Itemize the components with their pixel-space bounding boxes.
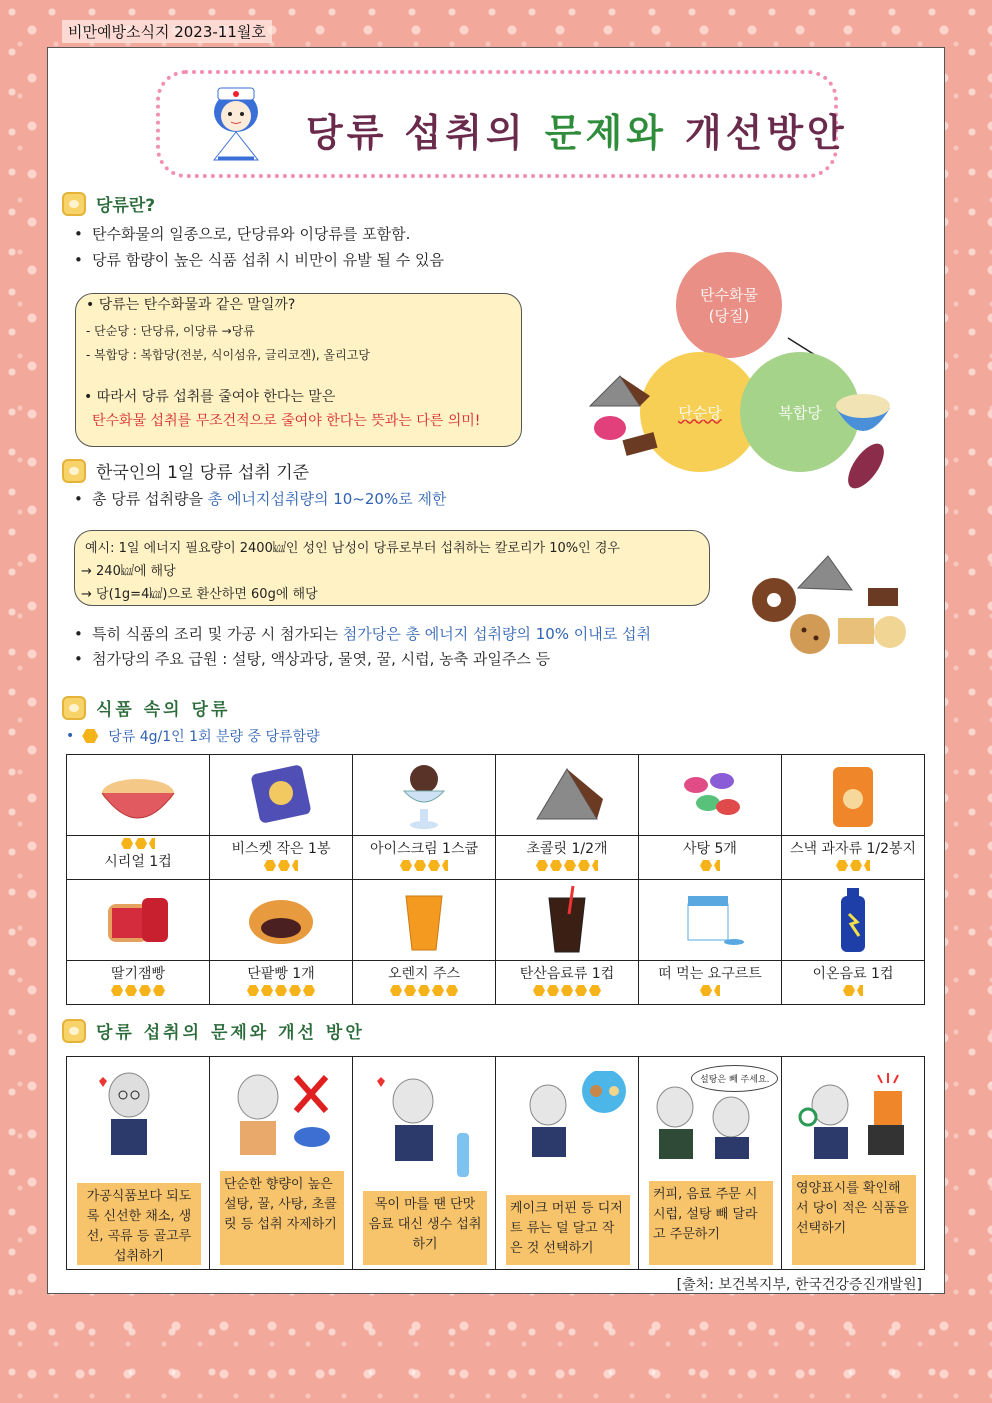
character-nutrition-label-icon bbox=[794, 1071, 914, 1161]
title-part1: 당류 섭취의 bbox=[306, 111, 527, 155]
sugar-cube-icon bbox=[121, 838, 133, 849]
half-sugar-cube-icon bbox=[442, 860, 448, 871]
biscuit-pack-icon bbox=[241, 759, 321, 831]
food-label: 이온음료 1컵 bbox=[812, 966, 894, 982]
tip-text: 커피, 음료 주문 시 시럽, 설탕 빼 달라고 주문하기 bbox=[649, 1181, 773, 1265]
sugar-cube-icon bbox=[139, 985, 151, 996]
sugar-cube-icon bbox=[275, 985, 287, 996]
food-image-cell bbox=[496, 755, 639, 836]
sugar-cube-icon bbox=[564, 860, 576, 871]
sugar-cube-icon bbox=[536, 860, 548, 871]
sugar-cube-rating bbox=[782, 860, 924, 871]
title-banner bbox=[156, 70, 848, 178]
sugar-cube-icon bbox=[111, 985, 123, 996]
sugar-cube-rating bbox=[353, 985, 495, 996]
title-part2: 문제와 bbox=[544, 111, 667, 155]
sugar-cube-icon bbox=[418, 985, 430, 996]
character-fresh-food-icon bbox=[97, 1071, 161, 1161]
half-sugar-cube-icon bbox=[714, 860, 720, 871]
sugar-cube-icon bbox=[836, 860, 848, 871]
smiley-icon bbox=[62, 1019, 86, 1043]
food-label: 떠 먹는 요구르트 bbox=[658, 966, 762, 982]
sugar-cube-icon bbox=[264, 860, 276, 871]
sugar-cube-icon bbox=[561, 985, 573, 996]
red-bean-bread-icon bbox=[241, 884, 321, 956]
tip-cell bbox=[496, 1057, 639, 1270]
sugar-cube-icon bbox=[247, 985, 259, 996]
speech-bubble: 설탕은 빼 주세요. bbox=[691, 1065, 778, 1092]
food-image-cell bbox=[67, 880, 210, 961]
example-line: → 당(1g=4㎉)으로 환산하면 60g에 해당 bbox=[81, 587, 318, 602]
diagram-simple-sugar: 단순당 bbox=[640, 352, 760, 472]
newsletter-sheet bbox=[47, 47, 945, 1294]
food-label-cell bbox=[353, 836, 496, 880]
sugar-cube-icon bbox=[390, 985, 402, 996]
sugar-cube-icon bbox=[432, 985, 444, 996]
sugar-cube-icon bbox=[843, 985, 855, 996]
sugar-cube-icon bbox=[547, 985, 559, 996]
ice-cream-icon bbox=[384, 759, 464, 831]
example-line: 예시: 1일 에너지 필요량이 2400㎉인 성인 남성이 당류로부터 섭취하는 칼로리가 10%인 경우 bbox=[85, 541, 620, 556]
food-image-cell bbox=[639, 755, 782, 836]
half-sugar-cube-icon bbox=[857, 985, 863, 996]
section-subheading: • 당류 4g/1인 1회 분량 중 당류함량 bbox=[66, 728, 320, 745]
food-image-cell bbox=[210, 880, 353, 961]
tip-cell bbox=[639, 1057, 782, 1270]
newsletter-label: 비만예방소식지 2023-11월호 bbox=[62, 20, 272, 43]
sugar-cube-icon bbox=[125, 985, 137, 996]
sugar-cube-rating bbox=[67, 838, 209, 849]
source-citation: [출처: 보건복지부, 한국건강증진개발원] bbox=[676, 1277, 922, 1293]
sugar-cube-icon bbox=[850, 860, 862, 871]
sugar-cube-rating bbox=[496, 860, 638, 871]
food-label-cell bbox=[210, 836, 353, 880]
note-line: • 따라서 당류 섭취를 줄여야 한다는 말은 bbox=[84, 389, 336, 405]
diagram-carbohydrate: 탄수화물 (당질) bbox=[676, 252, 782, 358]
tip-text: 가공식품보다 되도록 신선한 채소, 생선, 곡류 등 골고루 섭취하기 bbox=[77, 1183, 201, 1265]
chocolate-candy-icon bbox=[580, 366, 680, 466]
sugar-cube-icon bbox=[400, 860, 412, 871]
tip-text: 단순한 향량이 높은 설탕, 꿀, 사탕, 초콜릿 등 섭취 자제하기 bbox=[220, 1171, 344, 1265]
food-label: 딸기잼빵 bbox=[110, 966, 166, 982]
note-line: - 복합당 : 복합당(전분, 식이섬유, 글리코겐), 올리고당 bbox=[86, 348, 370, 362]
sugar-cube-icon bbox=[700, 985, 712, 996]
sugar-cube-icon bbox=[303, 985, 315, 996]
section-heading-intake-standard: 한국인의 1일 당류 섭취 기준 bbox=[62, 458, 309, 483]
snacks-illustration bbox=[748, 548, 918, 658]
sugar-cube-icon bbox=[261, 985, 273, 996]
character-water-icon bbox=[373, 1071, 473, 1191]
jam-bread-icon bbox=[98, 884, 178, 956]
info-note-box bbox=[75, 293, 522, 447]
food-image-cell bbox=[639, 880, 782, 961]
food-label-cell bbox=[496, 836, 639, 880]
snack-bag-icon bbox=[813, 759, 893, 831]
page-title bbox=[306, 102, 848, 157]
bullet-item: • 총 당류 섭취량을 총 에너지섭취량의 10~20%로 제한 bbox=[74, 490, 447, 508]
sugar-cube-rating bbox=[782, 985, 924, 996]
food-image-cell bbox=[353, 755, 496, 836]
bullet-item: • 첨가당의 주요 급원 : 설탕, 액상과당, 물엿, 꿀, 시럽, 농축 과일주스 등 bbox=[74, 650, 551, 668]
title-part3: 개선방안 bbox=[684, 111, 848, 155]
sugar-cube-icon bbox=[289, 985, 301, 996]
food-label-cell bbox=[353, 961, 496, 1005]
soda-icon bbox=[527, 884, 607, 956]
food-image-cell bbox=[67, 755, 210, 836]
sugar-cube-rating bbox=[639, 860, 781, 871]
sugar-cube-icon bbox=[578, 860, 590, 871]
sugar-cube-rating bbox=[353, 860, 495, 871]
sugar-cube-rating bbox=[496, 985, 638, 996]
sugar-cube-icon bbox=[700, 860, 712, 871]
bullet-item: • 특히 식품의 조리 및 가공 시 첨가되는 첨가당은 총 에너지 섭취량의 10% 이내로 섭취 bbox=[74, 625, 652, 643]
sugar-cube-icon bbox=[82, 729, 98, 743]
chocolate-bar-icon bbox=[527, 759, 607, 831]
food-label: 스낵 과자류 1/2봉지 bbox=[789, 841, 917, 857]
character-no-sugar-icon bbox=[226, 1071, 336, 1161]
tip-text: 목이 마를 땐 단맛 음료 대신 생수 섭취하기 bbox=[363, 1191, 487, 1265]
sugar-cube-icon bbox=[589, 985, 601, 996]
food-label: 사탕 5개 bbox=[683, 841, 737, 857]
example-box bbox=[74, 530, 710, 606]
sugar-cube-icon bbox=[153, 985, 165, 996]
bullet-item: • 탄수화물의 일종으로, 단당류와 이당류를 포함함. bbox=[74, 225, 411, 243]
section-heading-solutions: 당류 섭취의 문제와 개선 방안 bbox=[62, 1018, 365, 1043]
tip-cell bbox=[782, 1057, 925, 1270]
food-image-cell bbox=[210, 755, 353, 836]
food-image-cell bbox=[782, 880, 925, 961]
food-label: 탄산음료류 1컵 bbox=[519, 966, 615, 982]
food-image-cell bbox=[353, 880, 496, 961]
sugar-cube-icon bbox=[575, 985, 587, 996]
food-label-cell bbox=[210, 961, 353, 1005]
tip-text: 영양표시를 확인해서 당이 적은 식품을 선택하기 bbox=[792, 1175, 916, 1265]
smiley-icon bbox=[62, 192, 86, 216]
sugar-cube-icon bbox=[278, 860, 290, 871]
sugar-cube-icon bbox=[404, 985, 416, 996]
food-label: 시리얼 1컵 bbox=[104, 854, 172, 870]
sugar-cube-rating bbox=[639, 985, 781, 996]
sugar-cube-rating bbox=[210, 985, 352, 996]
sugar-cube-icon bbox=[428, 860, 440, 871]
section-heading-sugar: 당류란? bbox=[62, 191, 155, 216]
rice-sweetpotato-icon bbox=[828, 384, 898, 494]
tip-cell bbox=[353, 1057, 496, 1270]
note-emphasis: 탄수화물 섭취를 무조건적으로 줄여야 한다는 뜻과는 다른 의미! bbox=[92, 413, 481, 429]
sports-drink-icon bbox=[813, 884, 893, 956]
example-line: → 240㎉에 해당 bbox=[81, 564, 176, 579]
smiley-icon bbox=[62, 459, 86, 483]
yogurt-icon bbox=[670, 884, 750, 956]
sugar-cube-icon bbox=[533, 985, 545, 996]
tip-cell bbox=[67, 1057, 210, 1270]
half-sugar-cube-icon bbox=[714, 985, 720, 996]
smiley-icon bbox=[62, 696, 86, 720]
sugar-cube-icon bbox=[550, 860, 562, 871]
bullet-item: • 당류 함량이 높은 식품 섭취 시 비만이 유발 될 수 있음 bbox=[74, 251, 444, 269]
food-sugar-table bbox=[66, 754, 925, 1005]
nurse-illustration bbox=[200, 84, 272, 166]
diagram-complex-sugar: 복합당 bbox=[740, 352, 860, 472]
food-label: 단팥빵 1개 bbox=[247, 966, 315, 982]
food-label-cell bbox=[67, 836, 210, 880]
sugar-cube-rating bbox=[67, 985, 209, 996]
section-heading-foods: 식품 속의 당류 bbox=[62, 695, 230, 720]
sugar-cube-icon bbox=[414, 860, 426, 871]
food-image-cell bbox=[782, 755, 925, 836]
note-line: - 단순당 : 단당류, 이당류 →당류 bbox=[86, 324, 255, 338]
sugar-cube-rating bbox=[210, 860, 352, 871]
food-label-cell bbox=[639, 961, 782, 1005]
food-label-cell bbox=[496, 961, 639, 1005]
half-sugar-cube-icon bbox=[592, 860, 598, 871]
food-label-cell bbox=[67, 961, 210, 1005]
sugar-cube-icon bbox=[446, 985, 458, 996]
food-label-cell bbox=[782, 836, 925, 880]
cereal-bowl-icon bbox=[98, 759, 178, 831]
orange-juice-icon bbox=[384, 884, 464, 956]
sugar-cube-icon bbox=[135, 838, 147, 849]
tips-table bbox=[66, 1056, 925, 1270]
carbohydrate-diagram bbox=[578, 248, 908, 488]
note-question: • 당류는 탄수화물과 같은 말일까? bbox=[86, 297, 296, 313]
candy-icon bbox=[670, 759, 750, 831]
food-label: 초콜릿 1/2개 bbox=[526, 841, 608, 857]
food-label: 아이스크림 1스쿱 bbox=[369, 841, 479, 857]
food-label-cell bbox=[782, 961, 925, 1005]
food-image-cell bbox=[496, 880, 639, 961]
half-sugar-cube-icon bbox=[149, 838, 155, 849]
character-dessert-icon bbox=[526, 1071, 636, 1161]
tip-text: 케이크 머핀 등 디저트 류는 덜 달고 작은 것 선택하기 bbox=[506, 1195, 630, 1265]
tip-cell bbox=[210, 1057, 353, 1270]
half-sugar-cube-icon bbox=[292, 860, 298, 871]
half-sugar-cube-icon bbox=[864, 860, 870, 871]
food-label: 비스켓 작은 1봉 bbox=[231, 841, 331, 857]
food-label: 오렌지 주스 bbox=[387, 966, 461, 982]
food-label-cell bbox=[639, 836, 782, 880]
